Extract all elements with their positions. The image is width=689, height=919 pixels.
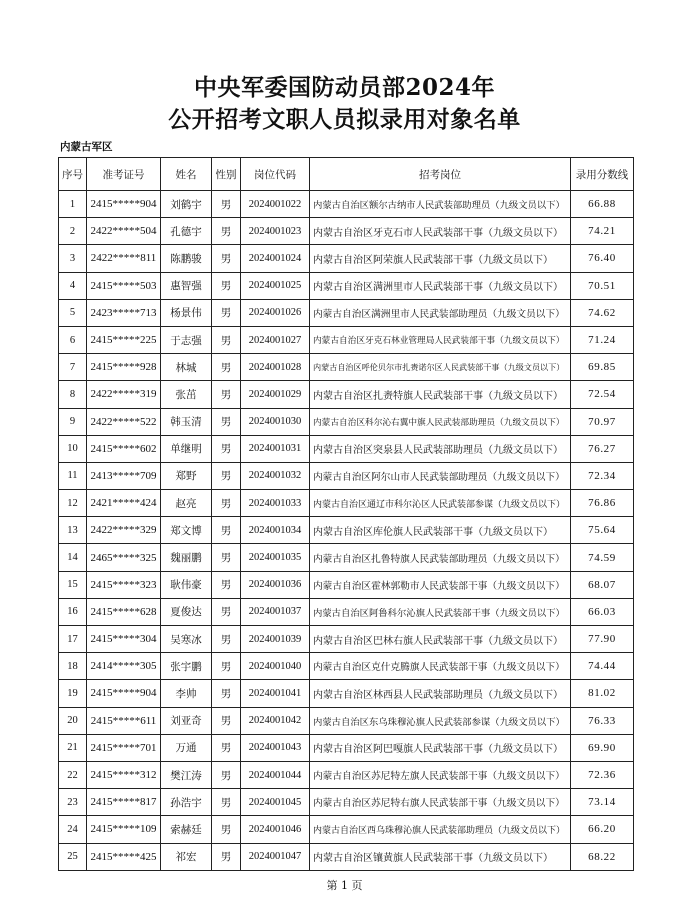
row-exam-number: 2415*****904 [87, 191, 161, 218]
table-row [59, 408, 634, 435]
row-name: 惠智强 [161, 272, 212, 299]
row-score: 76.27 [571, 435, 634, 462]
row-post [310, 354, 571, 381]
row-exam-number: 2422*****811 [87, 245, 161, 272]
row-score: 69.85 [571, 354, 634, 381]
row-gender: 男 [212, 272, 241, 299]
row-post [310, 571, 571, 598]
row-score: 73.14 [571, 789, 634, 816]
row-seq: 12 [59, 490, 87, 517]
row-name: 陈鹏骏 [161, 245, 212, 272]
row-name: 孙浩宇 [161, 789, 212, 816]
row-seq: 14 [59, 544, 87, 571]
row-post-code: 2024001046 [241, 816, 310, 843]
row-name: 樊江涛 [161, 761, 212, 788]
table-row [59, 707, 634, 734]
row-score: 66.03 [571, 598, 634, 625]
row-exam-number: 2415*****503 [87, 272, 161, 299]
header-name: 姓名 [161, 158, 212, 191]
row-exam-number: 2422*****504 [87, 218, 161, 245]
row-post-code: 2024001023 [241, 218, 310, 245]
row-name: 李帅 [161, 680, 212, 707]
row-seq: 21 [59, 734, 87, 761]
row-post-code: 2024001031 [241, 435, 310, 462]
row-gender: 男 [212, 381, 241, 408]
row-name: 张宇鹏 [161, 653, 212, 680]
row-score: 74.62 [571, 299, 634, 326]
row-post-code: 2024001037 [241, 598, 310, 625]
row-name: 韩玉清 [161, 408, 212, 435]
row-score: 75.64 [571, 517, 634, 544]
row-name: 吴寒冰 [161, 626, 212, 653]
row-gender: 男 [212, 517, 241, 544]
row-post [310, 789, 571, 816]
table-row [59, 734, 634, 761]
row-gender: 男 [212, 707, 241, 734]
row-post-text: 内蒙古自治区突泉县人民武装部助理员（九级文员以下） [313, 445, 563, 457]
row-post [310, 544, 571, 571]
row-exam-number: 2415*****611 [87, 707, 161, 734]
row-post-code: 2024001028 [241, 354, 310, 381]
row-post-text: 内蒙古自治区阿巴嘎旗人民武装部干事（九级文员以下） [313, 744, 563, 756]
row-post [310, 299, 571, 326]
header-seq: 序号 [59, 158, 87, 191]
unit-label: 内蒙古军区 [60, 141, 113, 153]
row-post-text: 内蒙古自治区霍林郭勒市人民武装部干事（九级文员以下） [313, 580, 565, 592]
row-post-code: 2024001042 [241, 707, 310, 734]
row-exam-number: 2422*****319 [87, 381, 161, 408]
row-post [310, 626, 571, 653]
table-row [59, 761, 634, 788]
row-seq: 8 [59, 381, 87, 408]
row-post-code: 2024001039 [241, 626, 310, 653]
table-row [59, 653, 634, 680]
row-post-code: 2024001029 [241, 381, 310, 408]
admission-table [58, 157, 634, 871]
row-seq: 17 [59, 626, 87, 653]
row-score: 72.36 [571, 761, 634, 788]
row-name: 郑野 [161, 462, 212, 489]
title-line-2: 公开招考文职人员拟录用对象名单 [168, 106, 521, 133]
row-post-code: 2024001026 [241, 299, 310, 326]
row-name: 万通 [161, 734, 212, 761]
table-row [59, 299, 634, 326]
row-post-text: 内蒙古自治区牙克石林业管理局人民武装部干事（九级文员以下） [313, 336, 565, 347]
row-gender: 男 [212, 761, 241, 788]
row-score: 74.21 [571, 218, 634, 245]
row-post-code: 2024001044 [241, 761, 310, 788]
row-exam-number: 2415*****602 [87, 435, 161, 462]
table-row [59, 490, 634, 517]
row-exam-number: 2421*****424 [87, 490, 161, 517]
row-score: 76.86 [571, 490, 634, 517]
row-exam-number: 2415*****225 [87, 326, 161, 353]
row-score: 66.20 [571, 816, 634, 843]
row-post [310, 761, 571, 788]
row-seq: 6 [59, 326, 87, 353]
row-post [310, 435, 571, 462]
row-score: 77.90 [571, 626, 634, 653]
row-seq: 15 [59, 571, 87, 598]
row-seq: 19 [59, 680, 87, 707]
row-exam-number: 2415*****304 [87, 626, 161, 653]
row-gender: 男 [212, 326, 241, 353]
row-name: 单继明 [161, 435, 212, 462]
row-post-text: 内蒙古自治区西乌珠穆沁旗人民武装部助理员（九级文员以下） [313, 825, 566, 836]
row-gender: 男 [212, 462, 241, 489]
row-post-text: 内蒙古自治区克什克腾旗人民武装部干事（九级文员以下） [313, 662, 565, 674]
row-exam-number: 2422*****522 [87, 408, 161, 435]
row-exam-number: 2422*****329 [87, 517, 161, 544]
row-gender: 男 [212, 299, 241, 326]
row-gender: 男 [212, 598, 241, 625]
row-name: 郑文博 [161, 517, 212, 544]
table-row [59, 789, 634, 816]
row-gender: 男 [212, 680, 241, 707]
row-post-code: 2024001022 [241, 191, 310, 218]
row-post-text: 内蒙古自治区镶黄旗人民武装部干事（九级文员以下） [313, 853, 553, 865]
row-post-text: 内蒙古自治区苏尼特左旗人民武装部干事（九级文员以下） [313, 771, 565, 783]
row-post-text: 内蒙古自治区科尔沁右翼中旗人民武装部助理员（九级文员以下） [313, 417, 565, 428]
row-post-text: 内蒙古自治区东乌珠穆沁旗人民武装部参谋（九级文员以下） [313, 716, 565, 728]
table-row [59, 843, 634, 870]
row-exam-number: 2415*****928 [87, 354, 161, 381]
row-exam-number: 2415*****312 [87, 761, 161, 788]
table-row [59, 272, 634, 299]
row-name: 杨景伟 [161, 299, 212, 326]
row-name: 张茁 [161, 381, 212, 408]
row-seq: 5 [59, 299, 87, 326]
table-row [59, 381, 634, 408]
row-seq: 25 [59, 843, 87, 870]
row-seq: 1 [59, 191, 87, 218]
row-post-code: 2024001033 [241, 490, 310, 517]
row-exam-number: 2415*****817 [87, 789, 161, 816]
row-name: 耿伟豪 [161, 571, 212, 598]
table-header-row [59, 158, 634, 191]
row-post-text: 内蒙古自治区阿鲁科尔沁旗人民武装部干事（九级文员以下） [313, 607, 565, 619]
row-exam-number: 2415*****904 [87, 680, 161, 707]
row-post [310, 490, 571, 517]
table-row [59, 354, 634, 381]
row-exam-number: 2415*****425 [87, 843, 161, 870]
row-post-text: 内蒙古自治区库伦旗人民武装部干事（九级文员以下） [313, 526, 553, 538]
row-post-code: 2024001024 [241, 245, 310, 272]
row-seq: 2 [59, 218, 87, 245]
row-name: 于志强 [161, 326, 212, 353]
row-seq: 10 [59, 435, 87, 462]
row-exam-number: 2465*****325 [87, 544, 161, 571]
row-gender: 男 [212, 843, 241, 870]
row-score: 68.22 [571, 843, 634, 870]
row-score: 74.44 [571, 653, 634, 680]
row-gender: 男 [212, 191, 241, 218]
row-score: 81.02 [571, 680, 634, 707]
row-exam-number: 2415*****323 [87, 571, 161, 598]
row-post-code: 2024001034 [241, 517, 310, 544]
row-name: 夏俊达 [161, 598, 212, 625]
table-row [59, 326, 634, 353]
row-post-text: 内蒙古自治区苏尼特右旗人民武装部干事（九级文员以下） [313, 798, 565, 810]
row-score: 71.24 [571, 326, 634, 353]
row-post-code: 2024001043 [241, 734, 310, 761]
row-score: 69.90 [571, 734, 634, 761]
page-number: 第 1 页 [326, 879, 363, 892]
row-seq: 22 [59, 761, 87, 788]
row-gender: 男 [212, 816, 241, 843]
row-post-code: 2024001027 [241, 326, 310, 353]
row-score: 70.97 [571, 408, 634, 435]
table-row [59, 245, 634, 272]
row-name: 刘鹤宇 [161, 191, 212, 218]
row-gender: 男 [212, 626, 241, 653]
row-post [310, 734, 571, 761]
row-post-code: 2024001045 [241, 789, 310, 816]
header-exam-number: 准考证号 [87, 158, 161, 191]
row-score: 68.07 [571, 571, 634, 598]
table-row [59, 435, 634, 462]
header-gender: 性别 [212, 158, 241, 191]
row-seq: 4 [59, 272, 87, 299]
row-post [310, 191, 571, 218]
row-exam-number: 2415*****701 [87, 734, 161, 761]
row-exam-number: 2415*****109 [87, 816, 161, 843]
row-seq: 3 [59, 245, 87, 272]
row-gender: 男 [212, 734, 241, 761]
row-exam-number: 2415*****628 [87, 598, 161, 625]
row-name: 刘亚奇 [161, 707, 212, 734]
row-score: 76.40 [571, 245, 634, 272]
table-row [59, 571, 634, 598]
row-post [310, 707, 571, 734]
row-name: 林城 [161, 354, 212, 381]
row-post-code: 2024001041 [241, 680, 310, 707]
row-gender: 男 [212, 544, 241, 571]
row-post-code: 2024001036 [241, 571, 310, 598]
row-post [310, 245, 571, 272]
row-seq: 18 [59, 653, 87, 680]
row-name: 赵亮 [161, 490, 212, 517]
row-post [310, 381, 571, 408]
row-post [310, 462, 571, 489]
table-row [59, 598, 634, 625]
row-post-text: 内蒙古自治区巴林右旗人民武装部干事（九级文员以下） [313, 635, 563, 647]
row-score: 74.59 [571, 544, 634, 571]
row-post-text: 内蒙古自治区额尔古纳市人民武装部助理员（九级文员以下） [313, 200, 565, 212]
row-post-code: 2024001040 [241, 653, 310, 680]
row-gender: 男 [212, 653, 241, 680]
row-post-text: 内蒙古自治区牙克石市人民武装部干事（九级文员以下） [313, 227, 563, 239]
table-body [59, 191, 634, 871]
table-row [59, 218, 634, 245]
row-post [310, 272, 571, 299]
row-post [310, 653, 571, 680]
table-row [59, 816, 634, 843]
row-post-text: 内蒙古自治区林西县人民武装部助理员（九级文员以下） [313, 689, 563, 701]
table-row [59, 191, 634, 218]
row-gender: 男 [212, 571, 241, 598]
row-post [310, 218, 571, 245]
row-score: 66.88 [571, 191, 634, 218]
row-gender: 男 [212, 218, 241, 245]
row-score: 72.34 [571, 462, 634, 489]
row-post-text: 内蒙古自治区扎赉特旗人民武装部干事（九级文员以下） [313, 390, 563, 402]
row-seq: 9 [59, 408, 87, 435]
row-post-text: 内蒙古自治区呼伦贝尔市扎赉诺尔区人民武装部干事（九级文员以下） [313, 361, 565, 372]
row-gender: 男 [212, 435, 241, 462]
row-post-text: 内蒙古自治区满洲里市人民武装部干事（九级文员以下） [313, 282, 563, 294]
row-post-code: 2024001032 [241, 462, 310, 489]
header-post: 招考岗位 [310, 158, 571, 191]
table-row [59, 517, 634, 544]
row-post-text: 内蒙古自治区满洲里市人民武装部助理员（九级文员以下） [313, 308, 565, 320]
row-score: 72.54 [571, 381, 634, 408]
row-seq: 24 [59, 816, 87, 843]
row-post-text: 内蒙古自治区扎鲁特旗人民武装部助理员（九级文员以下） [313, 553, 565, 565]
row-seq: 7 [59, 354, 87, 381]
row-post-text: 内蒙古自治区通辽市科尔沁区人民武装部参谋（九级文员以下） [313, 499, 566, 510]
header-score: 录用分数线 [571, 158, 634, 191]
row-post-code: 2024001025 [241, 272, 310, 299]
title-line-1: 中央军委国防动员部2024年 [193, 74, 495, 101]
row-post [310, 408, 571, 435]
row-post [310, 816, 571, 843]
row-name: 孔德宇 [161, 218, 212, 245]
table-row [59, 680, 634, 707]
row-gender: 男 [212, 490, 241, 517]
row-post [310, 843, 571, 870]
row-post-code: 2024001035 [241, 544, 310, 571]
row-name: 魏丽鹏 [161, 544, 212, 571]
header-post-code: 岗位代码 [241, 158, 310, 191]
row-seq: 11 [59, 462, 87, 489]
row-gender: 男 [212, 354, 241, 381]
row-gender: 男 [212, 245, 241, 272]
table-row [59, 462, 634, 489]
row-seq: 16 [59, 598, 87, 625]
row-seq: 23 [59, 789, 87, 816]
row-name: 索赫廷 [161, 816, 212, 843]
row-seq: 20 [59, 707, 87, 734]
row-score: 70.51 [571, 272, 634, 299]
row-seq: 13 [59, 517, 87, 544]
row-post [310, 598, 571, 625]
row-post [310, 326, 571, 353]
row-name: 祁宏 [161, 843, 212, 870]
table-row [59, 544, 634, 571]
row-post-text: 内蒙古自治区阿尔山市人民武装部助理员（九级文员以下） [313, 471, 565, 483]
row-exam-number: 2423*****713 [87, 299, 161, 326]
row-exam-number: 2413*****709 [87, 462, 161, 489]
row-post-code: 2024001047 [241, 843, 310, 870]
row-exam-number: 2414*****305 [87, 653, 161, 680]
document-title [0, 72, 689, 136]
row-post-text: 内蒙古自治区阿荣旗人民武装部干事（九级文员以下） [313, 254, 553, 266]
row-gender: 男 [212, 408, 241, 435]
row-post-code: 2024001030 [241, 408, 310, 435]
row-score: 76.33 [571, 707, 634, 734]
table-row [59, 626, 634, 653]
row-post [310, 680, 571, 707]
row-gender: 男 [212, 789, 241, 816]
row-post [310, 517, 571, 544]
